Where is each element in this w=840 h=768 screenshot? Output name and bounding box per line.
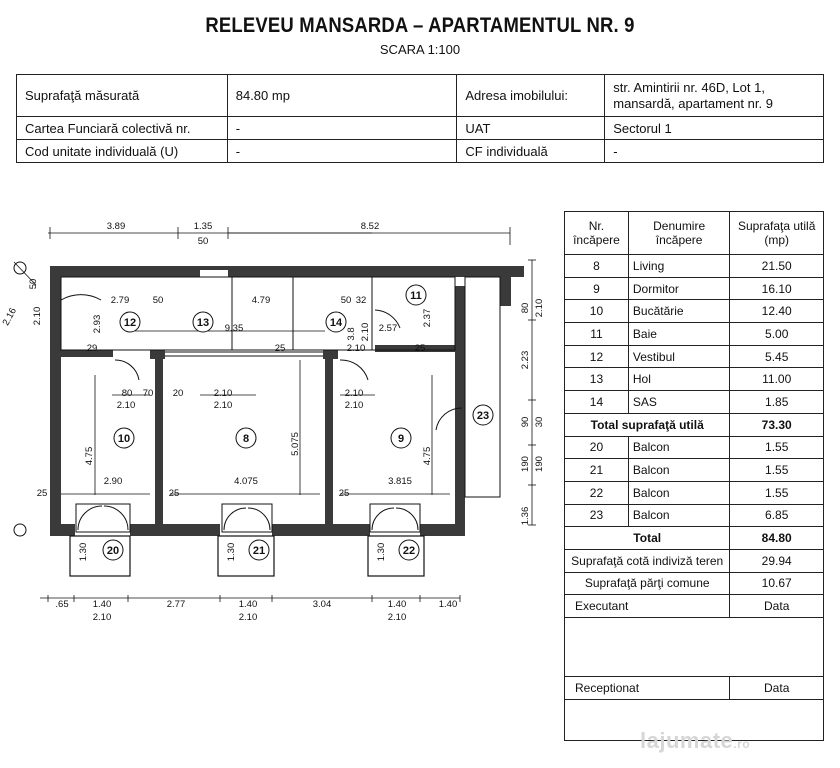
room-label-12: 12 <box>123 317 137 329</box>
room-name: Vestibul <box>628 345 730 368</box>
dim-label: 32 <box>355 295 367 306</box>
table-row <box>565 277 824 300</box>
total-util-value: 73.30 <box>730 413 824 436</box>
comune-label: Suprafaţă părţi comune <box>565 572 730 595</box>
dim-label: 2.10 <box>213 400 233 411</box>
room-name: Balcon <box>628 459 730 482</box>
room-nr: 14 <box>565 391 629 414</box>
dim-label: 1.40 <box>438 599 458 610</box>
dim-label: 30 <box>534 416 545 428</box>
executant-signature-box <box>565 618 824 677</box>
room-label-10: 10 <box>117 433 131 445</box>
dim-label: 4.075 <box>234 476 258 487</box>
table-row <box>565 459 824 482</box>
room-name: Balcon <box>628 504 730 527</box>
dim-label: 29 <box>86 343 98 354</box>
room-area-table <box>564 211 824 741</box>
total-value: 84.80 <box>730 527 824 550</box>
total-util-label: Total suprafaţă utilă <box>565 413 730 436</box>
dim-label: 9.35 <box>224 323 244 334</box>
cota-row <box>565 549 824 572</box>
room-nr: 9 <box>565 277 629 300</box>
info-value: - <box>227 117 457 140</box>
dim-label: 90 <box>520 416 531 428</box>
table-row <box>565 368 824 391</box>
dim-label: 80 <box>121 388 133 399</box>
info-row <box>17 117 824 140</box>
info-value: Sectorul 1 <box>605 117 824 140</box>
dim-label: 2.77 <box>166 599 186 610</box>
room-name: Bucătărie <box>628 300 730 323</box>
dim-label: 4.75 <box>422 446 433 466</box>
dim-label: 2.10 <box>534 298 545 318</box>
table-row <box>565 255 824 278</box>
info-label: Cod unitate individuală (U) <box>17 140 228 163</box>
dim-label: 25 <box>274 343 286 354</box>
room-nr: 11 <box>565 323 629 346</box>
room-area: 5.00 <box>730 323 824 346</box>
room-nr: 23 <box>565 504 629 527</box>
balconies <box>70 536 424 576</box>
table-row <box>565 345 824 368</box>
dim-label: 80 <box>520 302 531 314</box>
info-value: - <box>227 140 457 163</box>
document-scale: SCARA 1:100 <box>379 42 461 57</box>
room-label-21: 21 <box>252 545 266 557</box>
dim-label: 25 <box>338 488 350 499</box>
table-row <box>565 300 824 323</box>
room-name: Dormitor <box>628 277 730 300</box>
room-area: 1.55 <box>730 459 824 482</box>
dim-label: 25 <box>414 343 426 354</box>
dim-label: 2.57 <box>378 323 398 334</box>
room-label-14: 14 <box>329 317 343 329</box>
total-util-row <box>565 413 824 436</box>
watermark-suffix: .ro <box>733 737 751 751</box>
dim-label: 3.815 <box>388 476 412 487</box>
address-line-2: mansardă, apartament nr. 9 <box>613 95 773 111</box>
dim-label: 3.8 <box>346 327 357 341</box>
dim-label: 2.10 <box>387 612 407 620</box>
room-name: Living <box>628 255 730 278</box>
dim-label: 190 <box>534 456 545 472</box>
dim-label: 50 <box>152 295 164 306</box>
room-area: 1.85 <box>730 391 824 414</box>
room-label-13: 13 <box>196 317 210 329</box>
dim-label: 2.10 <box>360 322 371 342</box>
room-area: 1.55 <box>730 481 824 504</box>
dim-label: 4.75 <box>84 446 95 466</box>
info-label: Suprafaţă măsurată <box>17 75 228 117</box>
room-area: 5.45 <box>730 345 824 368</box>
watermark-text: lajumate <box>640 728 734 753</box>
floor-plan <box>0 200 560 620</box>
info-row <box>17 75 824 117</box>
total-row <box>565 527 824 550</box>
dim-label: 2.10 <box>92 612 112 620</box>
dim-label: 2.10 <box>213 388 233 399</box>
info-value: - <box>605 140 824 163</box>
info-label: UAT <box>457 117 605 140</box>
table-row <box>565 504 824 527</box>
room-label-11: 11 <box>410 290 422 302</box>
room-name: Baie <box>628 323 730 346</box>
room-nr: 8 <box>565 255 629 278</box>
dim-label: 5.075 <box>290 432 301 456</box>
room-area: 16.10 <box>730 277 824 300</box>
dim-label: 2.10 <box>238 612 258 620</box>
dim-label: 4.79 <box>251 295 271 306</box>
dim-label: 2.79 <box>110 295 130 306</box>
table-row <box>565 323 824 346</box>
table-row <box>565 481 824 504</box>
info-value <box>605 75 824 117</box>
comune-value: 10.67 <box>730 572 824 595</box>
dim-label: 50 <box>28 278 39 290</box>
table-header-row <box>565 212 824 255</box>
room-label-23: 23 <box>476 410 490 422</box>
room-label-8: 8 <box>242 433 250 445</box>
dim-label: 1.40 <box>238 599 258 610</box>
info-row <box>17 140 824 163</box>
room-nr: 20 <box>565 436 629 459</box>
dim-label: 3.89 <box>106 221 126 232</box>
room-label-20: 20 <box>106 545 120 557</box>
table-row <box>565 391 824 414</box>
room-label-22: 22 <box>402 545 416 557</box>
dim-label: 1.30 <box>78 542 89 562</box>
receptionat-label: Receptionat <box>565 677 730 700</box>
info-label: CF individuală <box>457 140 605 163</box>
total-label: Total <box>565 527 730 550</box>
dim-label: 190 <box>520 456 531 472</box>
dim-label: 50 <box>197 236 209 247</box>
room-area: 6.85 <box>730 504 824 527</box>
room-area: 11.00 <box>730 368 824 391</box>
room-area: 12.40 <box>730 300 824 323</box>
dim-label: 2.16 <box>0 306 19 328</box>
executant-data: Data <box>730 595 824 618</box>
executant-signature-row <box>565 618 824 677</box>
room-area: 1.55 <box>730 436 824 459</box>
room-name: Hol <box>628 368 730 391</box>
dim-label: 1.40 <box>387 599 407 610</box>
receptionat-data: Data <box>730 677 824 700</box>
room-nr: 21 <box>565 459 629 482</box>
room-nr: 12 <box>565 345 629 368</box>
dim-label: 2.10 <box>344 400 364 411</box>
executant-label: Executant <box>565 595 730 618</box>
dim-label: 2.37 <box>422 308 433 328</box>
dim-label: 70 <box>142 388 154 399</box>
room-area: 21.50 <box>730 255 824 278</box>
info-label: Adresa imobilului: <box>457 75 605 117</box>
room-label-9: 9 <box>397 433 405 445</box>
table-row <box>565 436 824 459</box>
header-area: Suprafaţa utilă (mp) <box>730 212 824 255</box>
info-label: Cartea Funciară colectivă nr. <box>17 117 228 140</box>
comune-row <box>565 572 824 595</box>
cota-value: 29.94 <box>730 549 824 572</box>
receptionat-row <box>565 677 824 700</box>
dim-label: 1.30 <box>226 542 237 562</box>
dim-label: 2.10 <box>116 400 136 411</box>
header-name: Denumire încăpere <box>628 212 730 255</box>
dim-label: 1.40 <box>92 599 112 610</box>
executant-row <box>565 595 824 618</box>
dim-label: 25 <box>36 488 48 499</box>
dim-label: 1.30 <box>376 542 387 562</box>
room-nr: 22 <box>565 481 629 504</box>
room-nr: 13 <box>565 368 629 391</box>
dim-label: 3.04 <box>312 599 332 610</box>
dim-label: 2.23 <box>520 350 531 370</box>
dim-label: 8.52 <box>360 221 380 232</box>
dim-label: 50 <box>340 295 352 306</box>
dim-label: 1.35 <box>193 221 213 232</box>
info-value: 84.80 mp <box>227 75 457 117</box>
dim-label: 20 <box>172 388 184 399</box>
dim-label: 2.90 <box>103 476 123 487</box>
room-name: Balcon <box>628 436 730 459</box>
room-nr: 10 <box>565 300 629 323</box>
info-table <box>16 74 824 163</box>
document-title: RELEVEU MANSARDA – APARTAMENTUL NR. 9 <box>205 14 635 37</box>
dim-label: 1.36 <box>520 506 531 526</box>
room-name: Balcon <box>628 481 730 504</box>
header-nr: Nr. încăpere <box>565 212 629 255</box>
watermark-logo <box>640 728 750 754</box>
dim-label: 2.10 <box>344 388 364 399</box>
dim-label: .65 <box>55 599 69 610</box>
dim-label: 25 <box>168 488 180 499</box>
dim-label: 2.93 <box>92 314 103 334</box>
room-name: SAS <box>628 391 730 414</box>
dim-label: 2.10 <box>346 343 366 354</box>
address-line-1: str. Amintirii nr. 46D, Lot 1, <box>613 79 765 95</box>
cota-label: Suprafaţă cotă indiviză teren <box>565 549 730 572</box>
dim-label: 2.10 <box>32 306 43 326</box>
